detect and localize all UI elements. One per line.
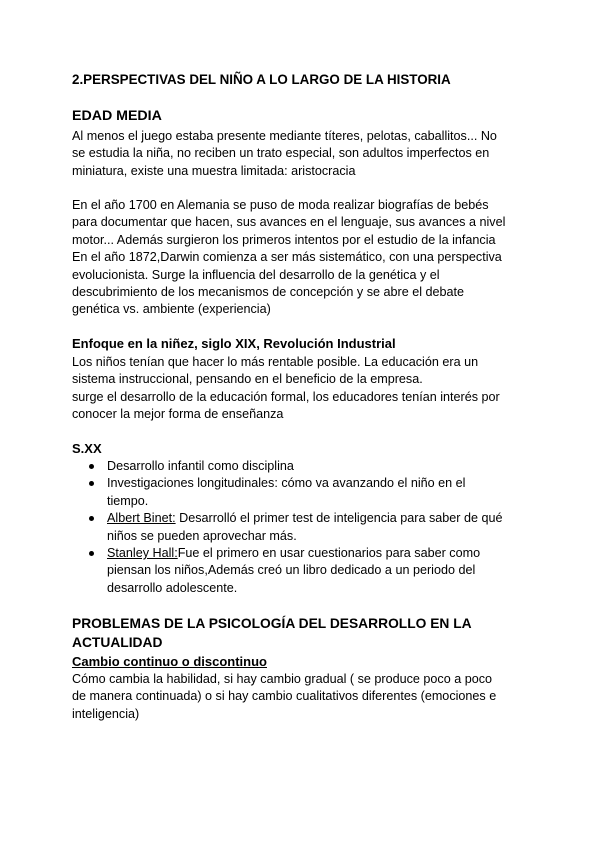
text-line: sistema instruccional, pensando en el beneficio de la empresa. [72,372,423,387]
person-name-hall: Stanley Hall: [107,546,178,561]
heading-edad-media: EDAD MEDIA [72,108,162,124]
text-segment: Fue el primero en usar cuestionarios para saber como [177,546,481,561]
heading-line: ACTUALIDAD [72,635,163,650]
text-line: surge el desarrollo de la educación formal, los educadores tenían interés por [72,389,500,404]
heading-problemas [72,614,532,652]
text-line: Al menos el juego estaba presente mediante títeres, pelotas, caballitos... No [72,129,497,143]
text-line: miniatura, existe una muestra limitada: aristocracia [72,163,356,178]
document-title: 2.PERSPECTIVAS DEL NIÑO A LO LARGO DE LA HISTORIA [72,72,451,87]
list-item [72,475,532,510]
paragraph-enfoque [72,354,532,424]
bullet-list-sxx [72,458,532,597]
heading-sxx: S.XX [72,441,102,456]
bullet-icon [89,516,94,521]
text-line: niños se pueden aprovechar más. [107,528,297,543]
text-line [107,510,532,527]
heading-line: PROBLEMAS DE LA PSICOLOGÍA DEL DESARROLLO EN LA [72,616,472,631]
paragraph-edad-media [72,128,532,180]
text-line [107,545,532,562]
bullet-icon [89,551,94,556]
text-line: tiempo. [107,493,149,508]
text-line: inteligencia) [72,706,140,721]
paragraph-cambio [72,671,532,723]
subheading-cambio: Cambio continuo o discontinuo [72,654,267,669]
text-line: En el año 1872,Darwin comienza a ser más sistemático, con una perspectiva [72,250,502,265]
heading-enfoque: Enfoque en la niñez, siglo XIX, Revolución Industrial [72,336,396,351]
text-line: piensan los niños,Además creó un libro dedicado a un periodo del [107,563,476,578]
person-name-binet: Albert Binet: [107,511,176,526]
bullet-icon [89,481,94,486]
text-segment: Desarrolló el primer test de inteligencia para saber de qué [175,511,503,526]
text-line: Desarrollo infantil como disciplina [107,459,294,473]
list-item [72,545,532,597]
text-line: conocer la mejor forma de enseñanza [72,407,284,422]
list-item [72,458,532,475]
list-item [72,510,532,545]
text-line: genética vs. ambiente (experiencia) [72,302,271,317]
text-line: desarrollo adolescente. [107,580,238,595]
paragraph-alemania [72,197,532,319]
text-line: descubrimiento de los mecanismos de concepción y se abre el debate [72,285,465,300]
text-line: Investigaciones longitudinales: cómo va avanzando el niño en el [107,476,466,491]
text-line: evolucionista. Surge la influencia del desarrollo de la genética y el [72,267,440,282]
bullet-icon [89,464,94,469]
text-line: motor... Además surgieron los primeros intentos por el estudio de la infancia [72,232,496,247]
text-line: se estudia la niña, no reciben un trato especial, son adultos imperfectos en [72,146,490,161]
text-line: Los niños tenían que hacer lo más rentable posible. La educación era un [72,355,479,369]
text-line: de manera continuada) o si hay cambio cualitativos diferentes (emociones e [72,689,497,704]
text-line: para documentar que hacen, sus avances en el lenguaje, sus avances a nivel [72,215,506,230]
text-line: Cómo cambia la habilidad, si hay cambio gradual ( se produce poco a poco [72,672,493,686]
text-line: En el año 1700 en Alemania se puso de moda realizar biografías de bebés [72,198,489,212]
